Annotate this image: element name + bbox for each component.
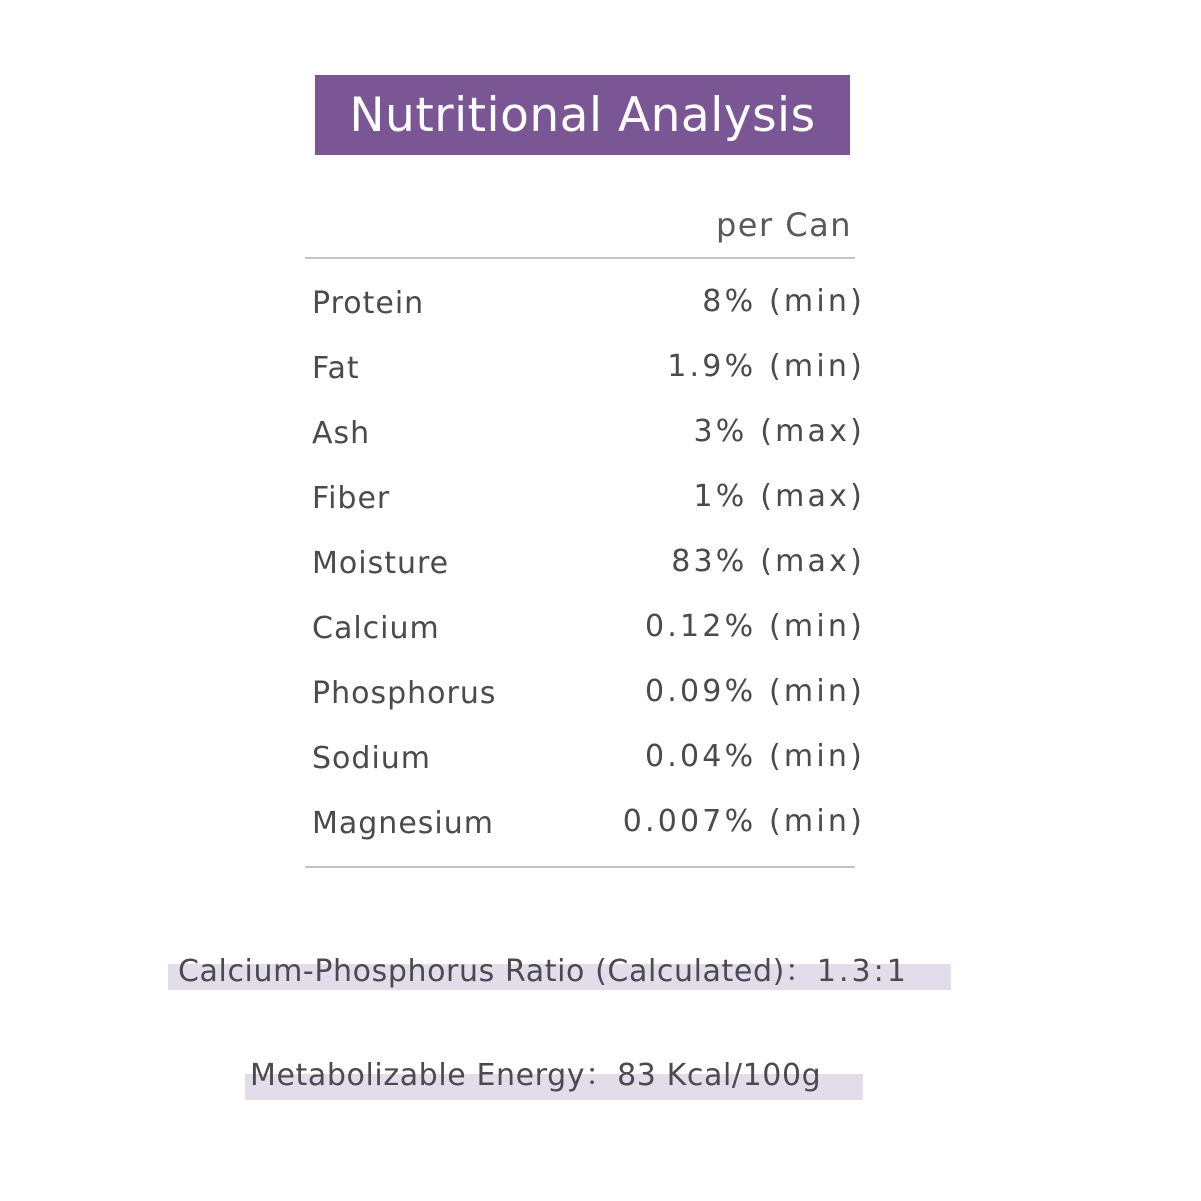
nutrient-label: Sodium <box>312 741 432 776</box>
nutrient-value: 0.09% (min) <box>644 674 865 709</box>
table-bottom-divider <box>305 866 855 868</box>
nutrient-row-magnesium <box>312 794 865 859</box>
nutrient-row-ash <box>312 404 865 469</box>
column-header-per-can: per Can <box>715 206 852 244</box>
nutrient-label: Ash <box>312 416 371 451</box>
energy-value: 83 Kcal/100g <box>617 1058 822 1093</box>
title-banner <box>315 75 850 155</box>
ratio-separator: ： <box>784 954 817 989</box>
nutrient-value: 1% (max) <box>693 479 865 514</box>
nutrient-table <box>312 274 865 859</box>
energy-label: Metabolizable Energy <box>250 1058 586 1093</box>
page-title: Nutritional Analysis <box>349 87 816 143</box>
nutrient-value: 8% (min) <box>702 284 865 319</box>
nutrient-value: 3% (max) <box>693 414 865 449</box>
nutrient-label: Fiber <box>312 481 391 516</box>
nutrient-row-protein <box>312 274 865 339</box>
nutrient-row-fiber <box>312 469 865 534</box>
nutrient-label: Moisture <box>312 546 450 581</box>
ratio-label: Calcium-Phosphorus Ratio (Calculated) <box>178 954 785 989</box>
nutrient-row-phosphorus <box>312 664 865 729</box>
nutrient-row-sodium <box>312 729 865 794</box>
nutrient-value: 83% (max) <box>671 544 865 579</box>
metabolizable-energy <box>250 1050 821 1094</box>
nutrient-value: 0.007% (min) <box>622 804 865 839</box>
nutrient-value: 0.12% (min) <box>644 609 865 644</box>
nutrient-value: 0.04% (min) <box>644 739 865 774</box>
nutrient-label: Phosphorus <box>312 676 497 711</box>
nutrient-label: Fat <box>312 351 360 386</box>
calcium-phosphorus-ratio <box>178 946 909 990</box>
nutrient-row-moisture <box>312 534 865 599</box>
nutrient-value: 1.9% (min) <box>667 349 865 384</box>
nutrient-row-calcium <box>312 599 865 664</box>
nutrient-label: Protein <box>312 286 425 321</box>
energy-separator: ： <box>585 1058 618 1093</box>
nutrient-row-fat <box>312 339 865 404</box>
table-top-divider <box>305 257 855 259</box>
ratio-value: 1.3:1 <box>816 954 909 989</box>
nutrient-label: Calcium <box>312 611 440 646</box>
nutrient-label: Magnesium <box>312 806 494 841</box>
